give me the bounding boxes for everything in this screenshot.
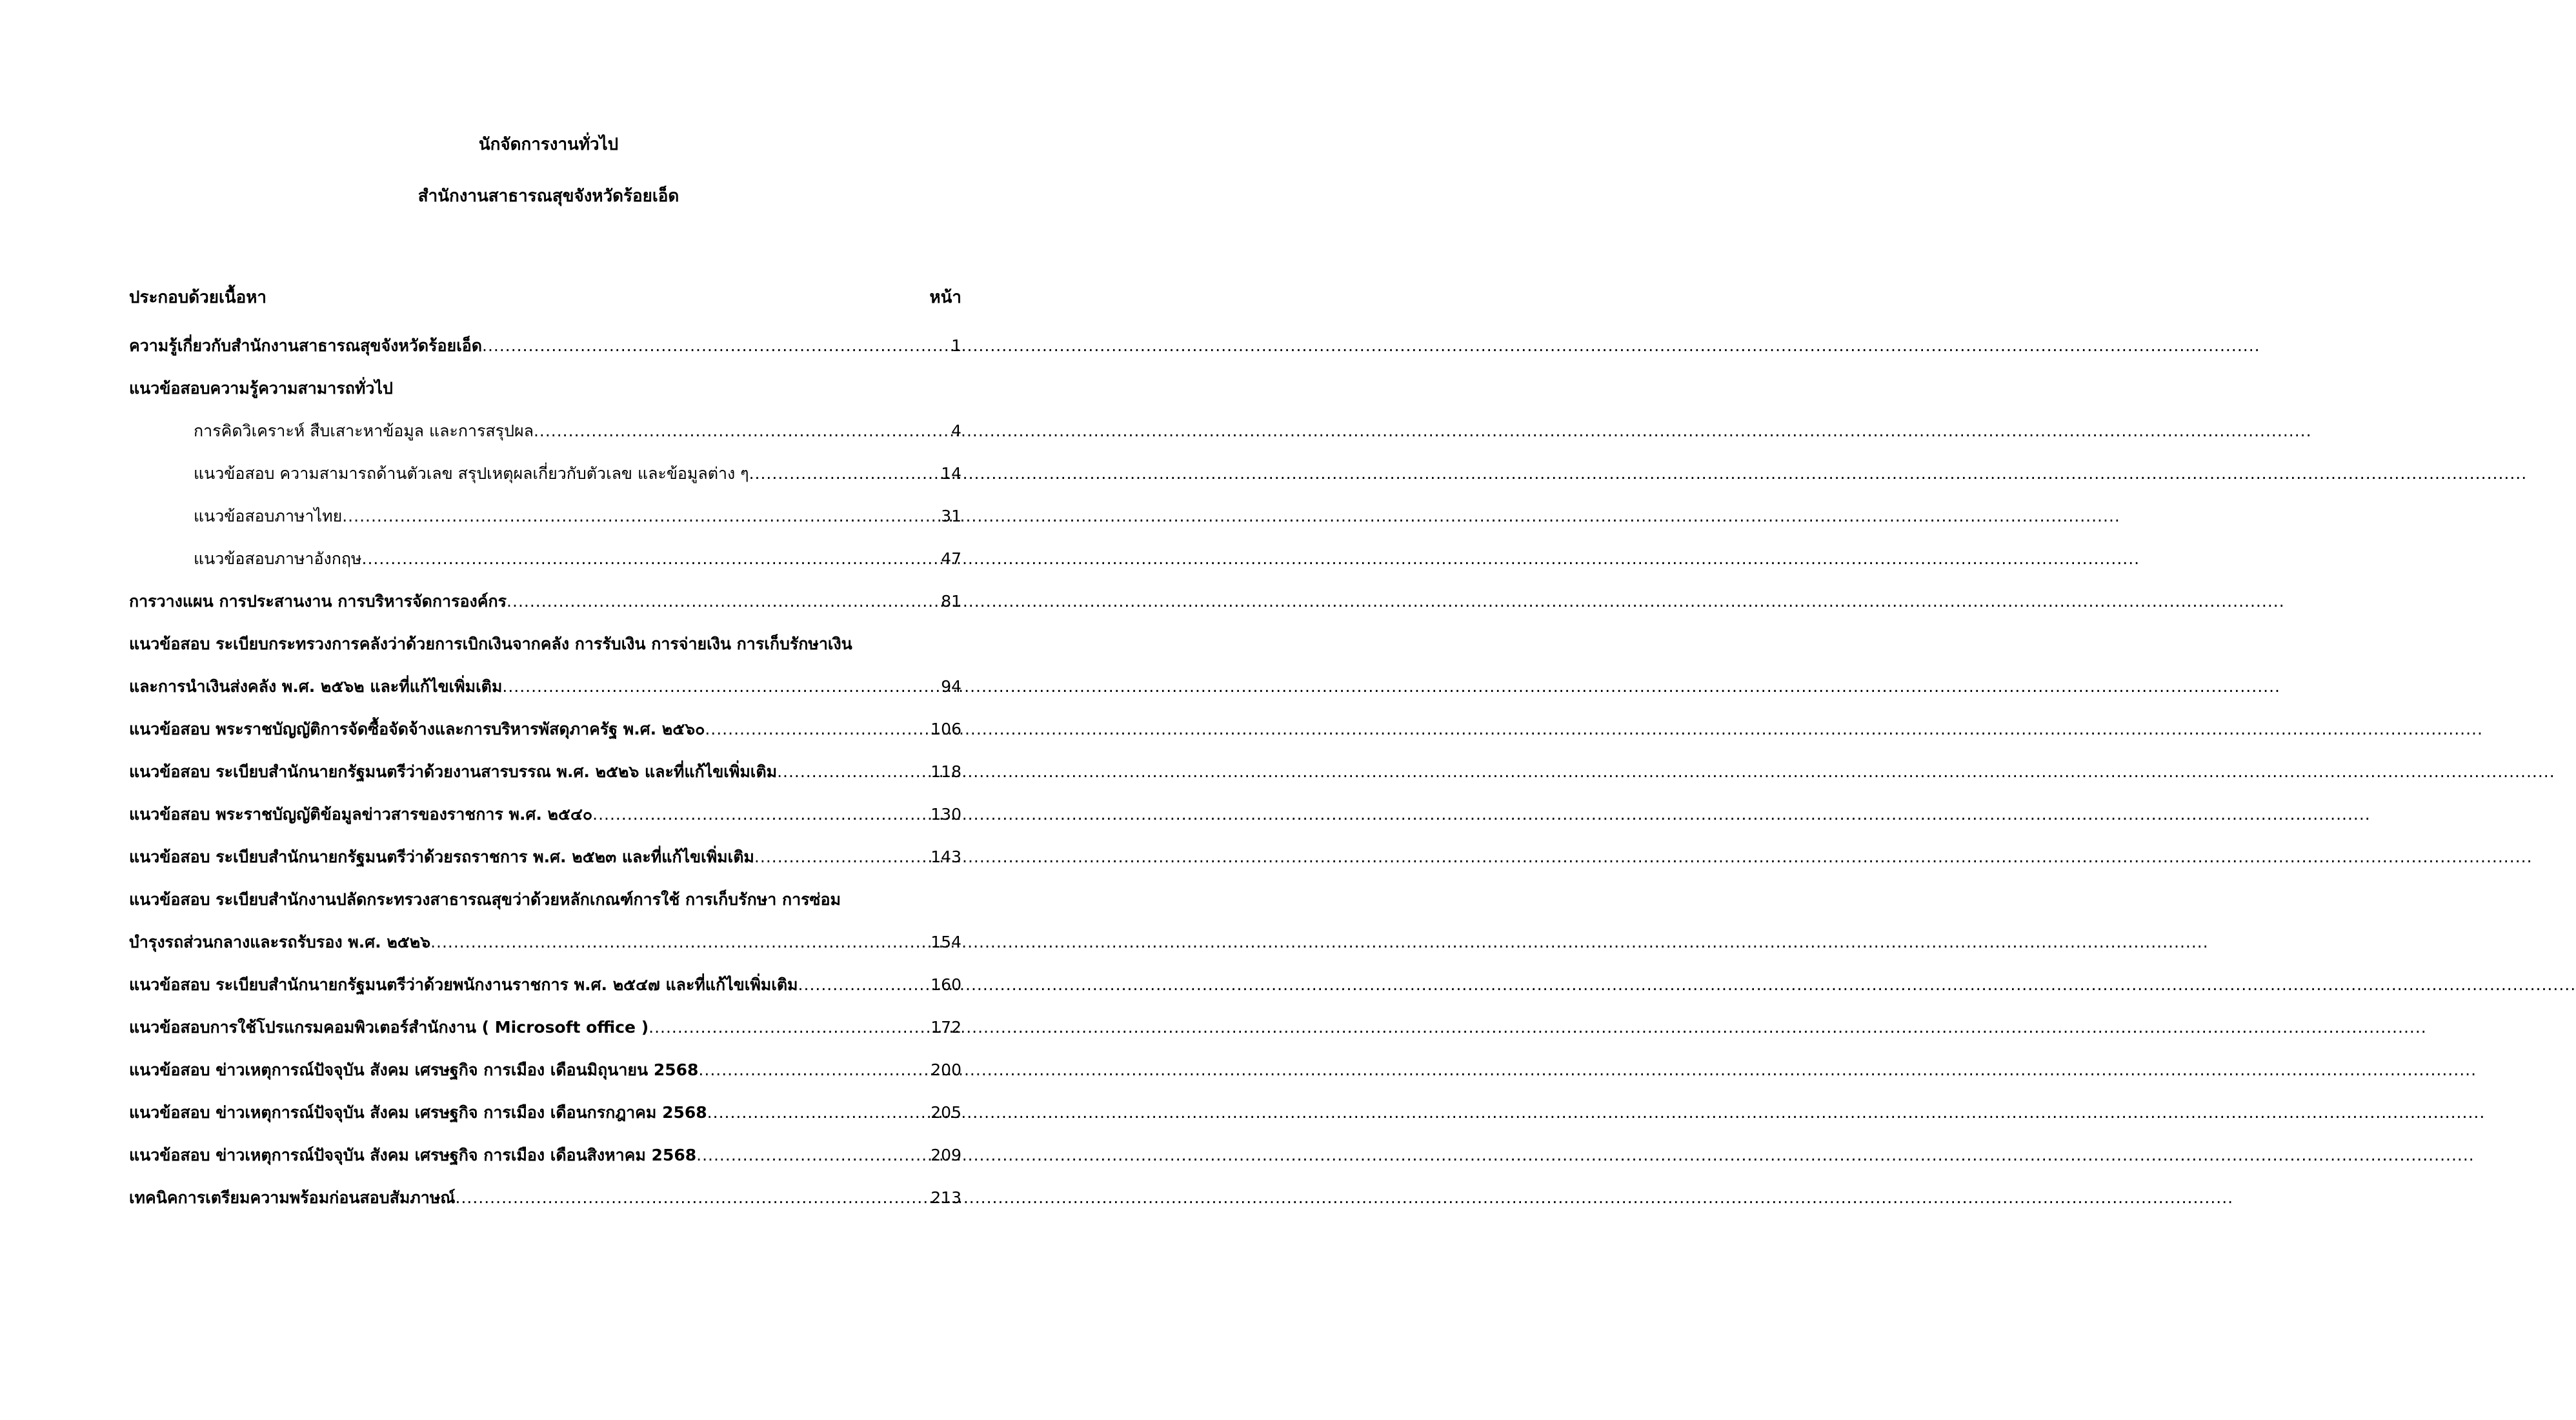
toc-entry-line-1 [129, 631, 961, 657]
toc-entry [129, 844, 961, 870]
toc-entry-text: เทคนิคการเตรียมความพร้อมก่อนสอบสัมภาษณ์ [129, 1188, 456, 1207]
toc-entry-page: 213 [931, 1188, 961, 1207]
toc-entry-text: แนวข้อสอบ พระราชบัญญัติข้อมูลข่าวสารของราชการ พ.ศ. ๒๕๔๐ [129, 805, 593, 824]
toc-entry-page: 31 [941, 507, 961, 525]
toc-entry-text: แนวข้อสอบ ระเบียบสำนักงานปลัดกระทรวงสาธารณสุขว่าด้วยหลักเกณฑ์การใช้ การเก็บรักษา การซ่อม [129, 890, 841, 909]
toc-entry [129, 1015, 961, 1040]
toc-entry-page: 205 [931, 1103, 961, 1122]
toc-leader-dots [698, 1057, 929, 1083]
toc-entry [129, 333, 961, 359]
toc-leader-dots [749, 461, 940, 487]
toc-entry-text: และการนำเงินส่งคลัง พ.ศ. ๒๕๖๒ และที่แก้ไขเพิ่มเติม [129, 677, 503, 696]
toc-entry-text: แนวข้อสอบ ระเบียบสำนักนายกรัฐมนตรีว่าด้วยรถราชการ พ.ศ. ๒๕๒๓ และที่แก้ไขเพิ่มเติม [129, 847, 754, 866]
toc-entry-page: 1 [951, 336, 961, 355]
toc-entry-line-2 [129, 929, 961, 955]
toc-leader-dots [696, 1142, 929, 1168]
toc-entry-page: 200 [931, 1060, 961, 1079]
toc-entry [129, 1100, 961, 1126]
toc-entry-page: 118 [931, 762, 961, 781]
toc-entry-page: 106 [931, 720, 961, 738]
toc-entry [129, 802, 961, 827]
toc-entry-page: 14 [941, 464, 961, 483]
toc-entry-line-1 [129, 887, 961, 913]
toc-subentry [194, 546, 961, 572]
toc-contents-label: ประกอบด้วยเนื้อหา [129, 288, 267, 307]
toc-entry-page: 143 [931, 847, 961, 866]
toc-leader-dots [482, 333, 950, 359]
document-title: นักจัดการงานทั่วไป [478, 135, 619, 154]
toc-entry [129, 589, 961, 614]
toc-entry-page: 160 [931, 975, 961, 994]
toc-entry-page: 94 [941, 677, 961, 696]
toc-entry [129, 716, 961, 742]
toc-entry-text: แนวข้อสอบ ข่าวเหตุการณ์ปัจจุบัน สังคม เศรษฐกิจ การเมือง เดือนสิงหาคม 2568 [129, 1146, 697, 1164]
toc-subentry [194, 503, 961, 529]
toc-entry-page: 172 [931, 1018, 961, 1037]
toc-entry-text: แนวข้อสอบ ความสามารถด้านตัวเลข สรุปเหตุผลเกี่ยวกับตัวเลข และข้อมูลต่าง ๆ [194, 464, 749, 483]
toc-header [129, 287, 961, 309]
toc-entry-page: 4 [951, 421, 961, 440]
toc-leader-dots [649, 1015, 929, 1040]
toc-leader-dots [362, 546, 940, 572]
toc-page-label: หน้า [929, 288, 961, 307]
toc-leader-dots [534, 418, 950, 444]
toc-entry-line-2 [129, 674, 961, 700]
toc-entry-text: บำรุงรถส่วนกลางและรถรับรอง พ.ศ. ๒๕๒๖ [129, 933, 431, 951]
toc-subentry [194, 461, 961, 487]
toc-entry [129, 1057, 961, 1083]
document-page [0, 0, 1097, 1420]
toc-entry-text: การวางแผน การประสานงาน การบริหารจัดการองค์กร [129, 592, 507, 611]
toc-entry-text: ความรู้เกี่ยวกับสำนักงานสาธารณสุขจังหวัดร้อยเอ็ด [129, 336, 482, 355]
toc-leader-dots [502, 674, 940, 700]
toc-entry-page: 81 [941, 592, 961, 611]
toc-entry [129, 972, 961, 998]
toc-leader-dots [777, 759, 929, 785]
toc-leader-dots [342, 503, 940, 529]
document-subtitle: สำนักงานสาธารณสุขจังหวัดร้อยเอ็ด [418, 187, 679, 206]
toc-section-heading [129, 376, 961, 401]
toc-leader-dots [592, 802, 929, 827]
toc-entry-page: 209 [931, 1146, 961, 1164]
toc-entry-text: แนวข้อสอบ ระเบียบสำนักนายกรัฐมนตรีว่าด้วยพนักงานราชการ พ.ศ. ๒๕๔๗ และที่แก้ไขเพิ่มเติม [129, 975, 798, 994]
toc-leader-dots [705, 716, 929, 742]
toc-entry-text: แนวข้อสอบ ระเบียบสำนักนายกรัฐมนตรีว่าด้วยงานสารบรรณ พ.ศ. ๒๕๒๖ และที่แก้ไขเพิ่มเติม [129, 762, 778, 781]
toc-entry [129, 759, 961, 785]
toc-entry-page: 154 [931, 933, 961, 951]
toc-leader-dots [430, 929, 929, 955]
toc-entry-text: แนวข้อสอบ ระเบียบกระทรวงการคลังว่าด้วยการเบิกเงินจากคลัง การรับเงิน การจ่ายเงิน การเก็บรักษาเงิน [129, 634, 852, 653]
toc-leader-dots [456, 1185, 930, 1211]
toc-leader-dots [707, 1100, 930, 1126]
toc-entry-page: 47 [941, 549, 961, 568]
toc-subentry [194, 418, 961, 444]
toc-leader-dots [754, 844, 929, 870]
toc-entry-page: 130 [931, 805, 961, 824]
toc-entry [129, 1185, 961, 1211]
toc-entry-text: แนวข้อสอบความรู้ความสามารถทั่วไป [129, 379, 393, 398]
toc-entry-text: แนวข้อสอบภาษาไทย [194, 507, 343, 525]
toc-entry-text: แนวข้อสอบภาษาอังกฤษ [194, 549, 362, 568]
toc-entry-text: การคิดวิเคราะห์ สืบเสาะหาข้อมูล และการสรุปผล [194, 421, 534, 440]
toc-entry-text: แนวข้อสอบ ข่าวเหตุการณ์ปัจจุบัน สังคม เศรษฐกิจ การเมือง เดือนมิถุนายน 2568 [129, 1060, 699, 1079]
toc-entry-text: แนวข้อสอบ ข่าวเหตุการณ์ปัจจุบัน สังคม เศรษฐกิจ การเมือง เดือนกรกฎาคม 2568 [129, 1103, 707, 1122]
toc-leader-dots [507, 589, 940, 614]
toc-entry-text: แนวข้อสอบการใช้โปรแกรมคอมพิวเตอร์สำนักงาน ( Microsoft office ) [129, 1018, 649, 1037]
toc-leader-dots [798, 972, 930, 998]
toc-entry-text: แนวข้อสอบ พระราชบัญญัติการจัดซื้อจัดจ้างและการบริหารพัสดุภาครัฐ พ.ศ. ๒๕๖๐ [129, 720, 705, 738]
toc-entry [129, 1142, 961, 1168]
